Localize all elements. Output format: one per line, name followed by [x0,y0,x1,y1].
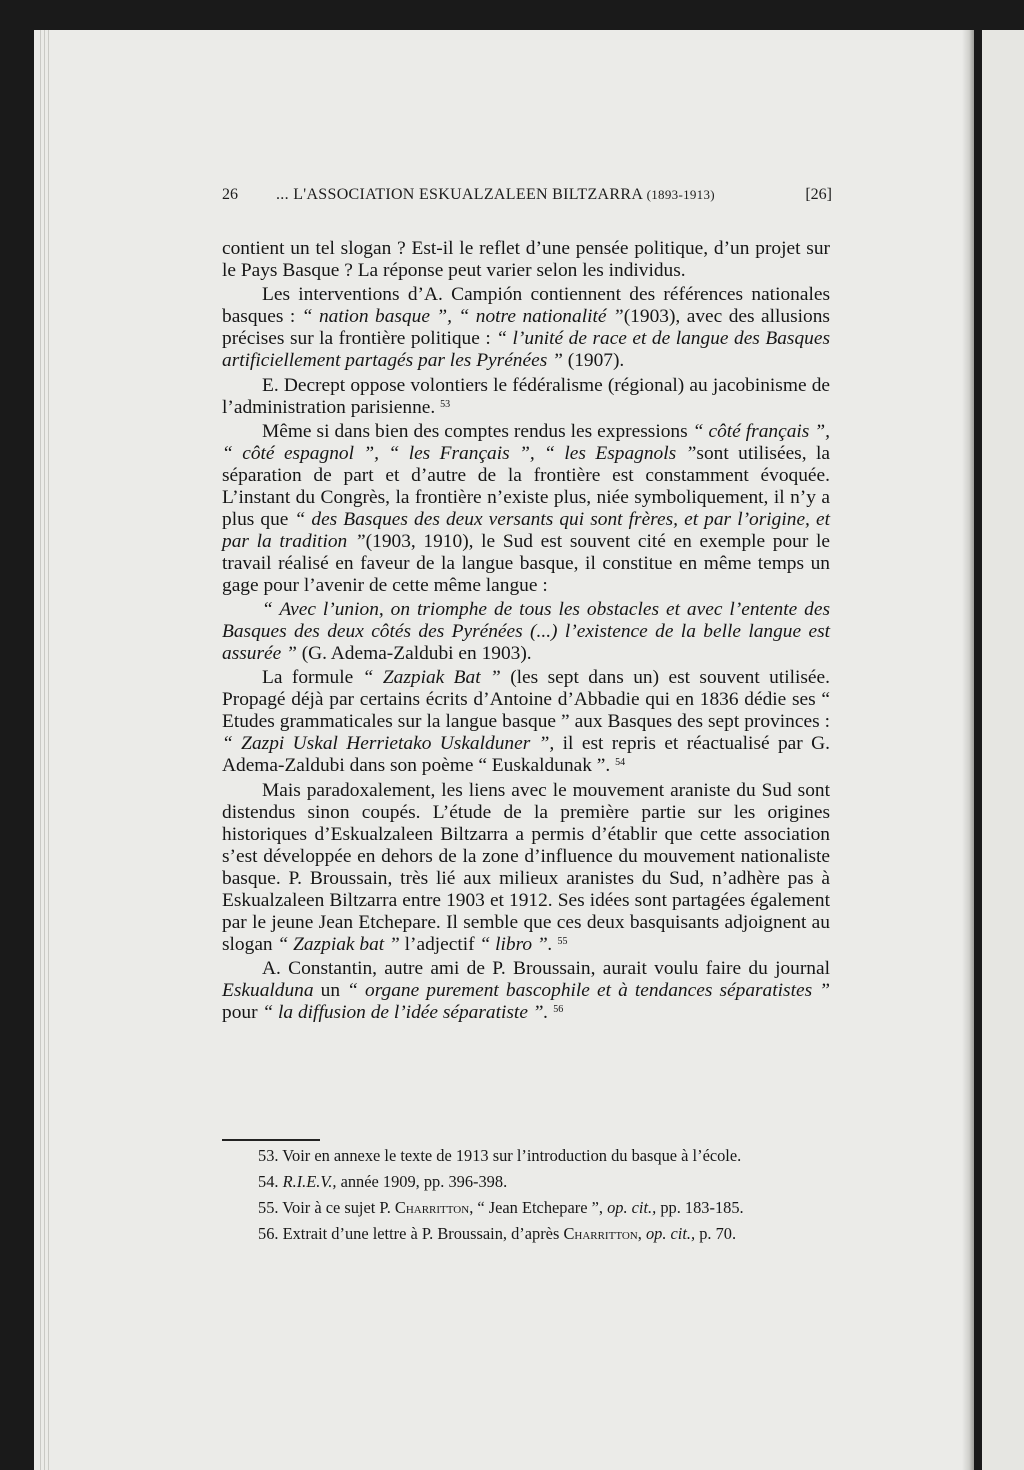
page-edge [44,30,45,1470]
footnote-reference: 53 [440,398,451,410]
italic-text: “ l’unité de race et de langue des Basques artificiellement partagés par les Pyrénées ” [222,328,830,372]
paragraph [222,284,830,372]
text-run: , [637,1224,646,1243]
text-run: Charritton [563,1224,638,1243]
text-run: (G. Adema-Zaldubi en 1903). [296,643,532,665]
page-edge [40,30,41,1470]
text-run: (les sept dans un) est souvent utilisée. Propagé déjà par certains écrits d’Antoine d’Abbadie qui en 1836 dédie ses “ Etudes grammaticales sur la langue basque ” aux Basques des sept provinces : [222,667,830,733]
text-run: pp. 183-185. [656,1198,744,1217]
text-run: A. Constantin, autre ami de P. Broussain, aurait voulu faire du journal [262,958,830,980]
italic-text: “ Zazpi Uskal Herrietako Uskalduner ”, [222,733,555,755]
text-run: Les interventions d’A. Campión contiennent des références nationales basques : [222,284,830,328]
italic-text: “ Zazpiak bat ” [277,933,400,955]
body-text [222,238,830,1026]
text-run: Mais paradoxalement, les liens avec le mouvement araniste du Sud sont distendus sinon coupés. L’étude de la première partie sur les origines historiques d’Eskualzaleen Biltzarra a permis d’établir que cette association s’est développée en dehors de la zone d’influence du mouvement nationaliste basque. P. Broussain, très lié aux milieux aranistes du Sud, n’adhère pas à Eskualzaleen Biltzarra entre 1903 et 1912. Ses idées sont partagées également par le jeune Jean Etchepare. Il semble que ces deux basquisants adjoignent au slogan [222,779,830,955]
paragraph [222,375,830,419]
italic-text: Eskualduna [222,980,314,1002]
text-run: sont utilisées, la séparation de part et d’autre de la frontière est constamment évoquée. L’instant du Congrès, la frontière n’existe plus, niée symboliquement, il n’y a plus que [222,442,830,530]
text-run: (1907). [562,350,625,372]
page-number: 26 [222,186,238,203]
paragraph [222,667,830,777]
text-run: (1903), avec des allusions précises sur la frontière politique : [222,306,830,350]
text-run: 55. Voir à ce sujet P. [258,1198,395,1217]
footnote-rule [222,1139,320,1141]
footnote-reference: 56 [553,1004,564,1016]
italic-text: op. cit., [607,1198,657,1217]
facing-page [982,30,1024,1470]
italic-text: “ organe purement bascophile et à tendances séparatistes ” [347,980,830,1002]
text-run: (1903, 1910), le Sud est souvent cité en exemple pour le travail réalisé en faveur de la langue basque, il constitue en même temps un gage pour l’avenir de cette même langue : [222,530,830,596]
text-run: année 1909, pp. 396-398. [336,1172,508,1191]
text-run: Charritton [394,1198,470,1217]
text-run: Même si dans bien des comptes rendus les expressions [262,420,693,442]
paragraph [222,780,830,956]
text-run: il est repris et réactualisé par G. Adema-Zaldubi dans son poème “ Euskaldunak ”. [222,733,830,777]
footnote-reference: 55 [557,935,568,947]
paragraph [222,421,830,597]
italic-text: “ Avec l’union, on triomphe de tous les obstacles et avec l’entente des Basques des deux côtés des Pyrénées (...) l’existence de la belle langue est assurée ” [222,599,830,665]
text-run: 56. Extrait d’une lettre à P. Broussain, d’après [258,1224,564,1243]
page-edge [48,30,49,1470]
italic-text: “ Zazpiak Bat ” [362,667,501,689]
footnote [258,1195,838,1221]
text-run: contient un tel slogan ? Est-il le reflet d’une pensée politique, d’un projet sur le Pays Basque ? La réponse peut varier selon les individus. [222,238,830,281]
italic-text: “ nation basque ”, “ notre nationalité ” [301,306,624,328]
text-run: E. Decrept oppose volontiers le fédéralisme (régional) au jacobinisme de l’administration parisienne. [222,374,830,418]
footnote-reference: 54 [615,757,626,769]
italic-text: “ la diffusion de l’idée séparatiste ”. [262,1002,549,1024]
running-title-text: ... L'ASSOCIATION ESKUALZALEEN BILTZARRA [276,186,643,203]
text-run: l’adjectif [399,933,480,955]
footnote [258,1143,838,1169]
running-title [276,186,805,204]
footnote [258,1169,838,1195]
text-run: La formule [262,667,363,689]
footnotes [258,1143,838,1247]
bracket-page-number: [26] [805,186,832,203]
running-title-dates: (1893-1913) [646,187,715,202]
italic-text: “ côté français ”, “ côté espagnol ”, “ les Français ”, “ les Espagnols ” [222,420,830,464]
book-spine [962,30,974,1470]
text-run: 54. [258,1172,283,1191]
italic-text: “ des Basques des deux versants qui sont frères, et par l’origine, et par la tradition ” [222,508,830,552]
running-header [222,186,832,204]
text-run: , “ Jean Etchepare ”, [469,1198,608,1217]
paragraph [222,599,830,665]
paragraph [222,958,830,1024]
italic-text: R.I.E.V., [282,1172,337,1191]
italic-text: “ libro ”. [479,933,553,955]
italic-text: op. cit., [645,1224,696,1243]
paragraph [222,238,830,282]
text-run: p. 70. [695,1224,737,1243]
text-run: un [313,980,348,1002]
footnote [258,1221,838,1247]
text-run: 53. Voir en annexe le texte de 1913 sur l’introduction du basque à l’école. [258,1146,742,1165]
text-run: pour [222,1002,263,1024]
